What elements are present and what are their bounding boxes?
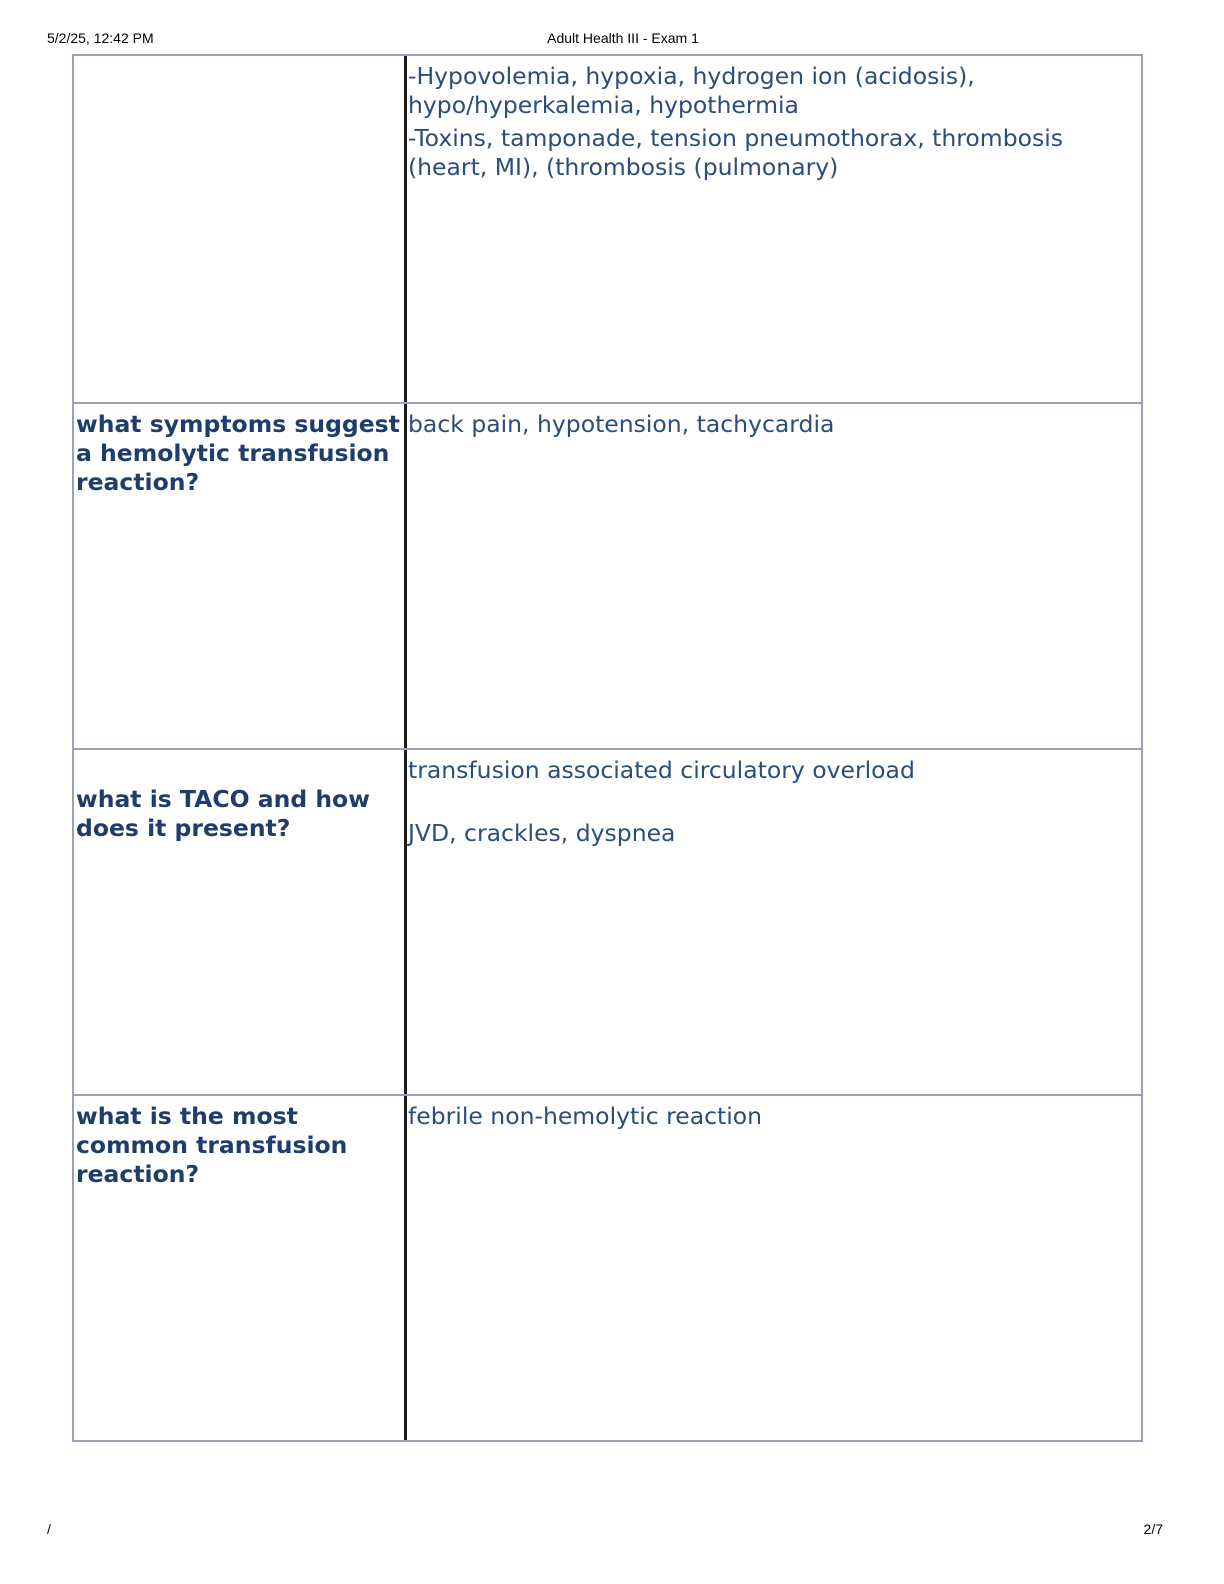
definition-line: febrile non-hemolytic reaction: [408, 1102, 763, 1130]
flashcard-term: what is the most common transfusion reaction?: [76, 1102, 348, 1188]
print-footer: [0, 1521, 1224, 1541]
flashcard-row: [74, 402, 1141, 748]
flashcard-term: what is TACO and how does it present?: [76, 785, 370, 842]
flashcard-row: [74, 748, 1141, 1094]
definition-line: back pain, hypotension, tachycardia: [408, 410, 835, 438]
print-date-time: 5/2/25, 12:42 PM: [47, 30, 154, 46]
document-title: Adult Health III - Exam 1: [547, 30, 699, 46]
page-url: /: [47, 1521, 51, 1537]
flashcard-term: what symptoms suggest a hemolytic transfusion reaction?: [76, 410, 400, 496]
flashcard-definition: [404, 56, 1141, 402]
flashcard-term: [74, 56, 404, 402]
flashcard-table: [72, 54, 1143, 1442]
flashcard-definition: [404, 750, 1141, 1094]
definition-line: -Hypovolemia, hypoxia, hydrogen ion (acidosis), hypo/hyperkalemia, hypothermia: [408, 62, 975, 119]
flashcard-row: [74, 1094, 1141, 1440]
flashcard-row: [74, 56, 1141, 402]
print-header: [0, 30, 1224, 50]
flashcard-definition: [404, 404, 1141, 748]
definition-line: -Toxins, tamponade, tension pneumothorax, thrombosis (heart, MI), (thrombosis (pulmonary): [408, 124, 1064, 181]
definition-line: JVD, crackles, dyspnea: [408, 819, 676, 847]
flashcard-definition: [404, 1096, 1141, 1440]
page-number: 2/7: [1143, 1521, 1163, 1537]
definition-line: transfusion associated circulatory overload: [408, 756, 915, 784]
